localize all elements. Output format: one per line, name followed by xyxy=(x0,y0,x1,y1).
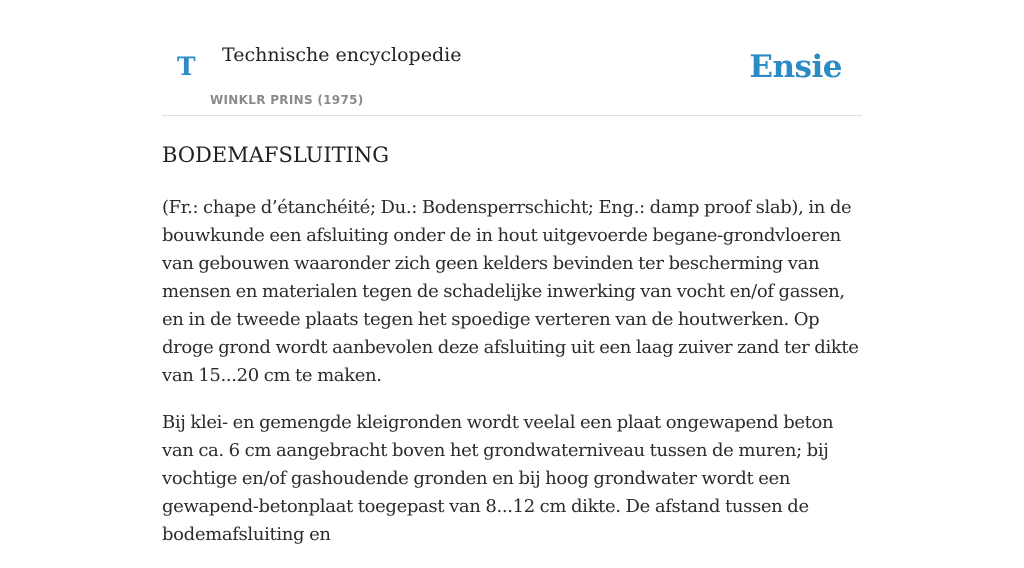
book-subtitle: WINKLR PRINS (1975) xyxy=(210,93,364,107)
site-logo[interactable]: Ensie xyxy=(749,49,842,85)
book-title-link[interactable]: Technische encyclopedie xyxy=(222,44,462,66)
article-title: BODEMAFSLUITING xyxy=(162,143,390,167)
article-paragraph: (Fr.: chape d’étanchéité; Du.: Bodensperrschicht; Eng.: damp proof slab), in de bouwkunde een afsluiting onder de in hout uitgevoerde begane-grondvloeren van gebouwen waaronder zich geen kelders bevinden ter bescherming van mensen en materialen tegen de schadelijke inwerking van vocht en/of gassen, en in de tweede plaats tegen het spoedige verteren van de houtwerken. Op droge grond wordt aanbevolen deze afsluiting uit een laag zuiver zand ter dikte van 15...20 cm te maken. xyxy=(162,197,859,386)
header xyxy=(162,0,862,116)
book-logo-icon[interactable]: T xyxy=(177,52,196,81)
article xyxy=(162,140,862,568)
article-paragraph: Bij klei- en gemengde kleigronden wordt veelal een plaat ongewapend beton van ca. 6 cm aangebracht boven het grondwaterniveau tussen de muren; bij vochtige en/of gashoudende gronden en bij hoog grondwater wordt een gewapend-betonplaat toegepast van 8...12 cm dikte. De afstand tussen de bodemafsluiting en xyxy=(162,412,834,545)
